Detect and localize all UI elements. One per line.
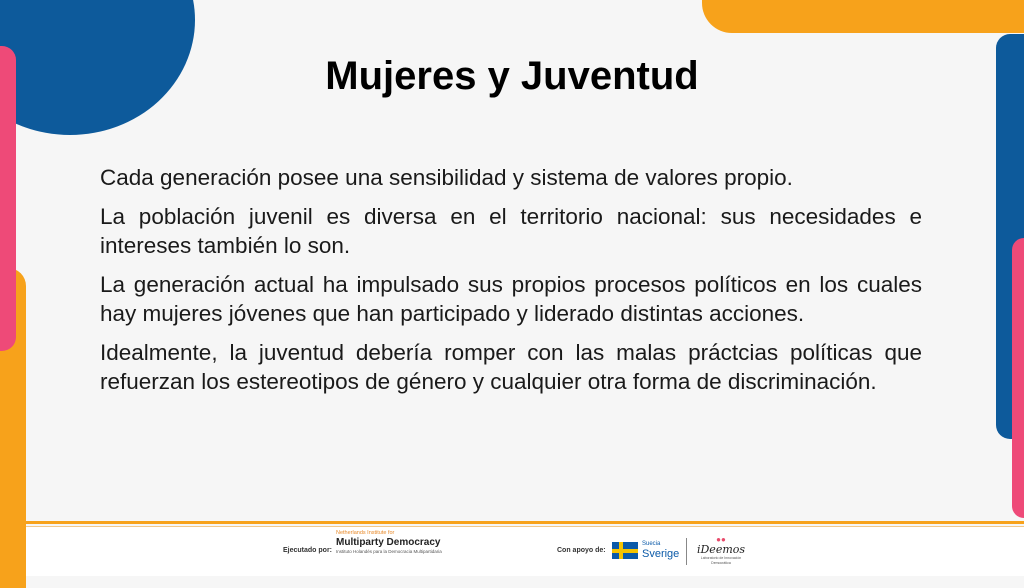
ideemos-subtitle: Laboratorio de Innovación Democrática: [700, 556, 742, 565]
footer-divider: [26, 521, 1024, 524]
logo-separator: [686, 538, 687, 565]
nimd-logo: [336, 530, 466, 555]
nimd-subtitle: Instituto Holandés para la Democracia Multipartidaria: [336, 549, 442, 554]
pink-bar-decoration-right: [1012, 238, 1024, 518]
orange-bar-decoration-top: [702, 0, 1024, 33]
nimd-top-text: Netherlands Institute for: [336, 530, 395, 536]
paragraph: Cada generación posee una sensibilidad y sistema de valores propio.: [100, 165, 793, 190]
slide-body: [100, 163, 922, 406]
support-label: Con apoyo de:: [557, 547, 606, 554]
slide-title: Mujeres y Juventud: [325, 54, 699, 98]
ideemos-logo: [696, 536, 746, 566]
paragraph: Idealmente, la juventud debería romper con las malas práctcias políticas que refuerzan los estereotipos de género y cualquier otra forma de discriminación.: [100, 340, 922, 394]
paragraph: La población juvenil es diversa en el territorio nacional: sus necesidades e intereses también lo son.: [100, 204, 922, 258]
nimd-name: Multiparty Democracy: [336, 537, 441, 548]
sweden-line1: Suecia: [642, 541, 661, 547]
ideemos-mark-icon: ●●: [716, 535, 726, 544]
executed-by-label: Ejecutado por:: [283, 547, 333, 554]
sweden-logo: [642, 541, 679, 560]
sweden-flag-icon: [612, 542, 638, 559]
sweden-line2: Sverige: [642, 548, 680, 560]
ideemos-name: iDeemos: [696, 543, 746, 556]
footer: [26, 527, 1024, 576]
paragraph: La generación actual ha impulsado sus propios procesos políticos en los cuales hay mujeres jóvenes que han participado y liderado distintas acciones.: [100, 272, 922, 326]
